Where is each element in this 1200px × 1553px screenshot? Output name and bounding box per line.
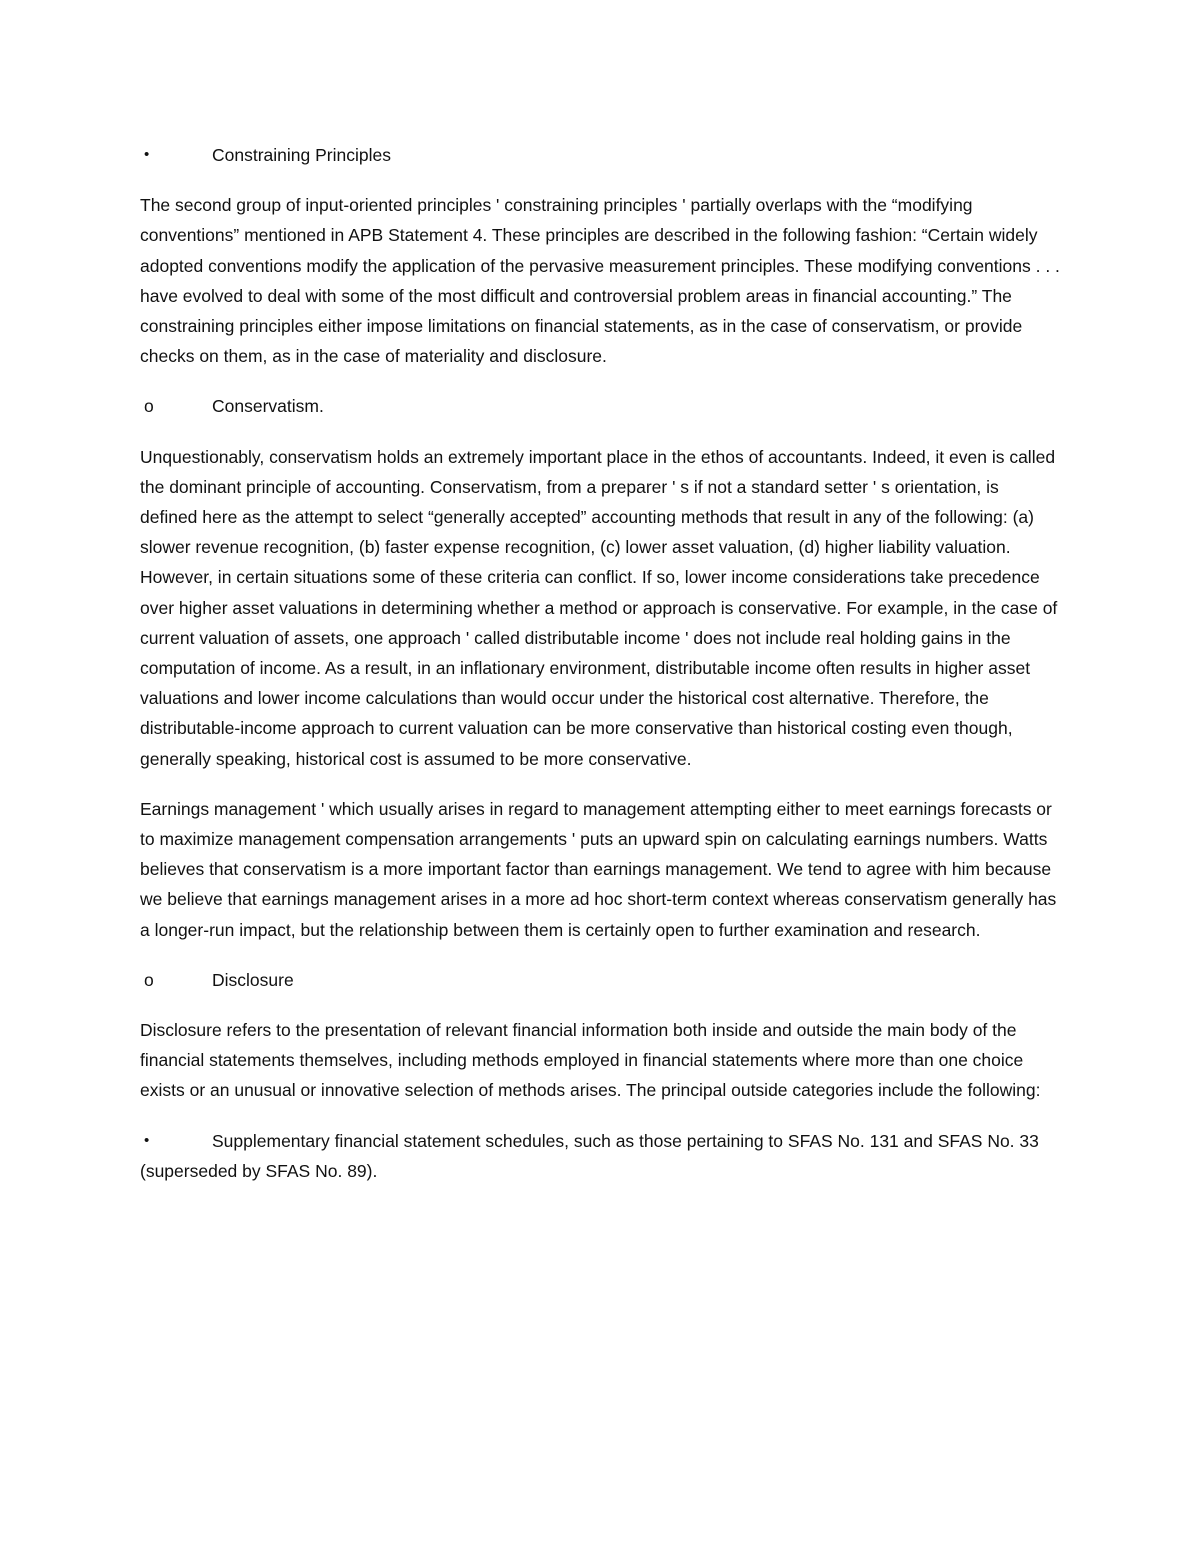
sub-bullet-marker: o — [144, 969, 154, 990]
document-body — [140, 140, 1060, 1206]
section-heading-conservatism — [140, 391, 1060, 421]
list-item-text: Supplementary financial statement schedules, such as those pertaining to SFAS No. 131 and SFAS No. 33 (superseded by SFAS No. 89). — [140, 1130, 1039, 1181]
paragraph: Unquestionably, conservatism holds an extremely important place in the ethos of accountants. Indeed, it even is called the dominant principle of accounting. Conservatism, from a preparer ' s if not a standard setter ' s orientation, is defined here as the attempt to select “generally accepted” accounting methods that result in any of the following: (a) slower revenue recognition, (b) faster expense recognition, (c) lower asset valuation, (d) higher liability valuation. However, in certain situations some of these criteria can conflict. If so, lower income considerations take precedence over higher asset valuations in determining whether a method or approach is conservative. For example, in the case of current valuation of assets, one approach ' called distributable income ' does not include real holding gains in the computation of income. As a result, in an inflationary environment, distributable income often results in higher asset valuations and lower income calculations than would occur under the historical cost alternative. Therefore, the distributable-income approach to current valuation can be more conservative than historical costing even though, generally speaking, historical cost is assumed to be more conservative. — [140, 446, 1058, 769]
bullet-marker: • — [144, 146, 150, 163]
sub-bullet-marker: o — [144, 396, 154, 417]
bullet-marker: • — [144, 1131, 150, 1149]
section-heading-disclosure — [140, 965, 1060, 995]
heading-text: Constraining Principles — [212, 145, 391, 165]
paragraph: Earnings management ' which usually arises in regard to management attempting either to meet earnings forecasts or to maximize management compensation arrangements ' puts an upward spin on calculating earnings numbers. Watts believes that conservatism is a more important factor than earnings management. We tend to agree with him because we believe that earnings management arises in a more ad hoc short-term context whereas conservatism generally has a longer-run impact, but the relationship between them is certainly open to further examination and research. — [140, 798, 1057, 940]
paragraph: Disclosure refers to the presentation of relevant financial information both inside and outside the main body of the financial statements themselves, including methods employed in financial statements where more than one choice exists or an unusual or innovative selection of methods arises. The principal outside categories include the following: — [140, 1020, 1041, 1101]
heading-text: Conservatism. — [212, 396, 324, 417]
list-item-supplementary-schedules — [140, 1126, 1060, 1186]
paragraph: The second group of input-oriented principles ' constraining principles ' partially overlaps with the “modifying conventions” mentioned in APB Statement 4. These principles are described in the following fashion: “Certain widely adopted conventions modify the application of the pervasive measurement principles. These modifying conventions . . . have evolved to deal with some of the most difficult and controversial problem areas in financial accounting.” The constraining principles either impose limitations on financial statements, as in the case of conservatism, or provide checks on them, as in the case of materiality and disclosure. — [140, 195, 1060, 367]
section-heading-constraining-principles — [140, 140, 1060, 170]
heading-text: Disclosure — [212, 969, 294, 990]
